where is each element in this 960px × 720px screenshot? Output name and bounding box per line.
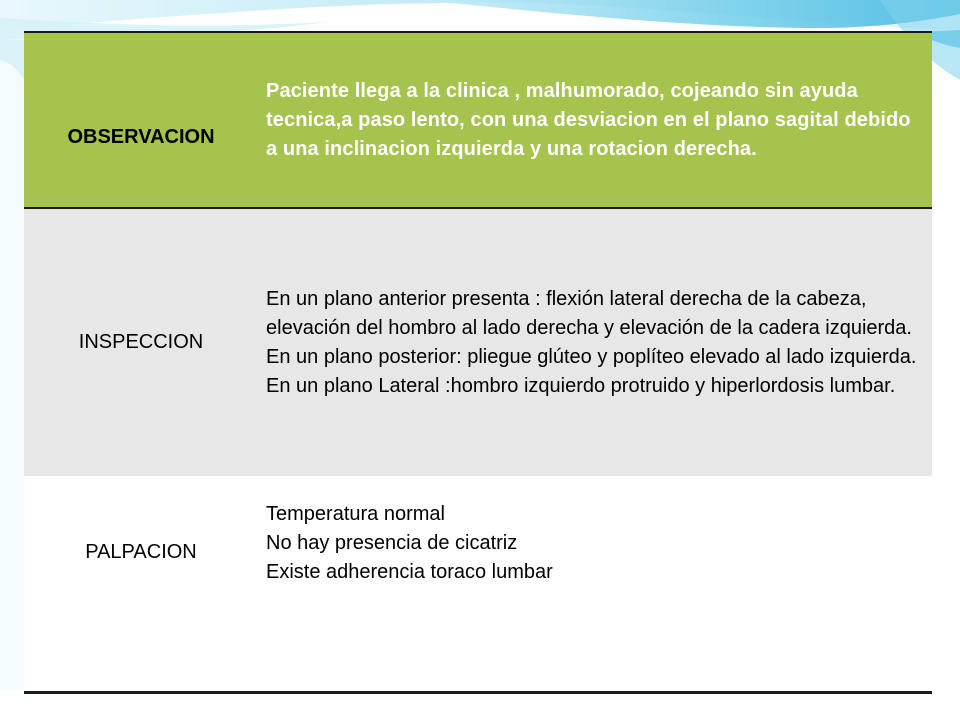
inspeccion-anterior-line: En un plano anterior presenta : flexión lateral derecha de la cabeza, elevación del hombro al lado derecha y elevación de la cadera izquierda. <box>266 287 912 339</box>
inspeccion-row <box>24 208 932 476</box>
observacion-text <box>258 32 932 208</box>
inspeccion-lateral-line: En un plano Lateral :hombro izquierdo protruido y hiperlordosis lumbar. <box>266 374 896 397</box>
palpacion-text <box>258 476 932 692</box>
inspeccion-label: INSPECCION <box>78 331 204 353</box>
palpacion-row <box>24 476 932 692</box>
palpacion-scar-line: No hay presencia de cicatriz <box>266 531 518 554</box>
exam-findings-table <box>24 31 932 694</box>
palpacion-temperature-line: Temperatura normal <box>266 502 445 525</box>
palpacion-label: PALPACION <box>85 540 197 563</box>
observacion-line: Paciente llega a la clinica , malhumorado, cojeando sin ayuda tecnica,a paso lento, con una desviacion en el plano sagital debido a una inclinacion izquierda y una rotacion derecha. <box>266 79 911 160</box>
palpacion-adherence-line: Existe adherencia toraco lumbar <box>266 560 553 583</box>
observacion-row <box>24 32 932 208</box>
inspeccion-text <box>258 208 932 476</box>
observacion-label: OBSERVACION <box>67 125 215 148</box>
inspeccion-posterior-line: En un plano posterior: pliegue glúteo y poplíteo elevado al lado izquierda. <box>266 345 917 368</box>
